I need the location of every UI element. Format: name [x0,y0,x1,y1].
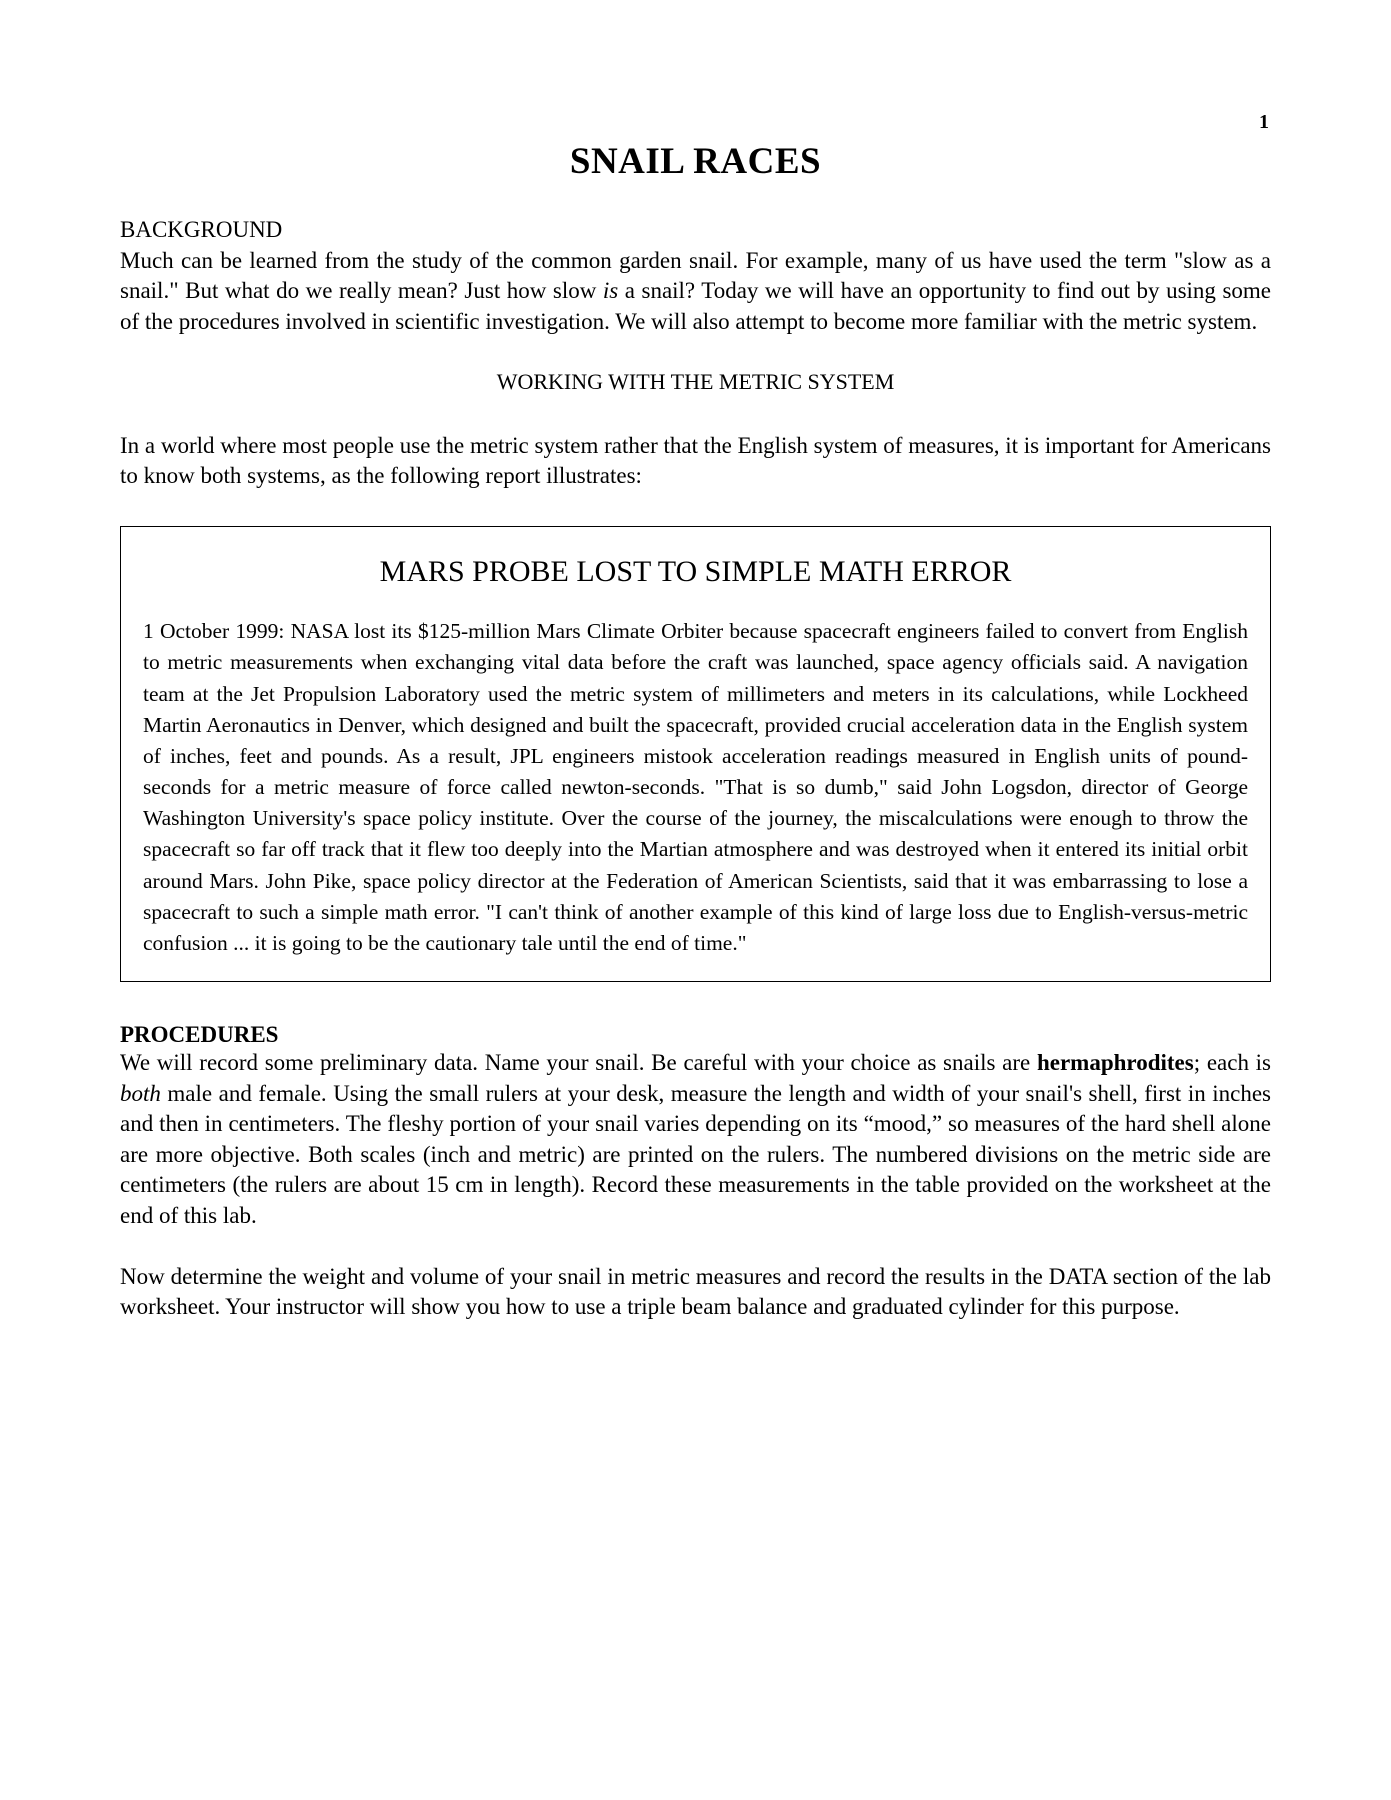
procedures-para1-part1: We will record some preliminary data. Name your snail. Be careful with your choice as snails are [120,1050,1037,1076]
paragraph-spacer [120,1232,1271,1262]
background-paragraph [120,246,1271,338]
background-paragraph-part2: a snail? Today we will have an opportunity to find out by using some of the procedures involved in scientific investigation. We will also attempt to become more familiar with the metric system. [120,278,1272,334]
procedures-para1-italic: both [120,1080,161,1106]
procedures-para1-part2: ; each is [1193,1050,1272,1076]
background-heading: BACKGROUND [120,217,283,242]
metric-section-heading: WORKING WITH THE METRIC SYSTEM [496,369,895,395]
news-headline: MARS PROBE LOST TO SIMPLE MATH ERROR [379,554,1012,588]
procedures-heading: PROCEDURES [120,1022,279,1048]
news-callout-box [120,526,1271,982]
background-paragraph-part1: Much can be learned from the study of the common garden snail. For example, many of us have used the term "slow as a snail." But what do we really mean? Just how slow [120,247,1271,304]
procedures-paragraph-2: Now determine the weight and volume of your snail in metric measures and record the results in the DATA section of the lab worksheet. Your instructor will show you how to use a triple beam balance and graduated cylinder for this purpose. [120,1263,1271,1320]
procedures-para1-bold: hermaphrodites [1036,1050,1194,1076]
metric-section-paragraph: In a world where most people use the metric system rather that the English system of measures, it is important for Americans to know both systems, as the following report illustrates: [120,432,1271,489]
page-number: 1 [1259,111,1269,133]
page-title: SNAIL RACES [569,141,822,182]
procedures-paragraph-1 [120,1048,1271,1231]
background-paragraph-italic: is [602,278,619,304]
news-body-text: 1 October 1999: NASA lost its $125-million Mars Climate Orbiter because spacecraft engineers failed to convert from English to metric measurements when exchanging vital data before the craft was launched, space agency officials said. A navigation team at the Jet Propulsion Laboratory used the metric system of millimeters and meters in its calculations, while Lockheed Martin Aeronautics in Denver, which designed and built the spacecraft, provided crucial acceleration data in the English system of inches, feet and pounds. As a result, JPL engineers mistook acceleration readings measured in English units of pound-seconds for a metric measure of force called newton-seconds. "That is so dumb," said John Logsdon, director of George Washington University's space policy institute. Over the course of the journey, the miscalculations were enough to throw the spacecraft so far off track that it flew too deeply into the Martian atmosphere and was destroyed when it entered its initial orbit around Mars. John Pike, space policy director at the Federation of American Scientists, said that it was embarrassing to lose a spacecraft to such a simple math error. "I can't think of another example of this kind of large loss due to English-versus-metric confusion ... it is going to be the cautionary tale until the end of time." [143,619,1248,955]
procedures-para1-part3: male and female. Using the small rulers at your desk, measure the length and width of your snail's shell, first in inches and then in centimeters. The fleshy portion of your snail varies depending on its “mood,” so measures of the hard shell alone are more objective. Both scales (inch and metric) are printed on the rulers. The numbered divisions on the metric side are centimeters (the rulers are about 15 cm in length). Record these measurements in the table provided on the worksheet at the end of this lab. [120,1080,1271,1228]
